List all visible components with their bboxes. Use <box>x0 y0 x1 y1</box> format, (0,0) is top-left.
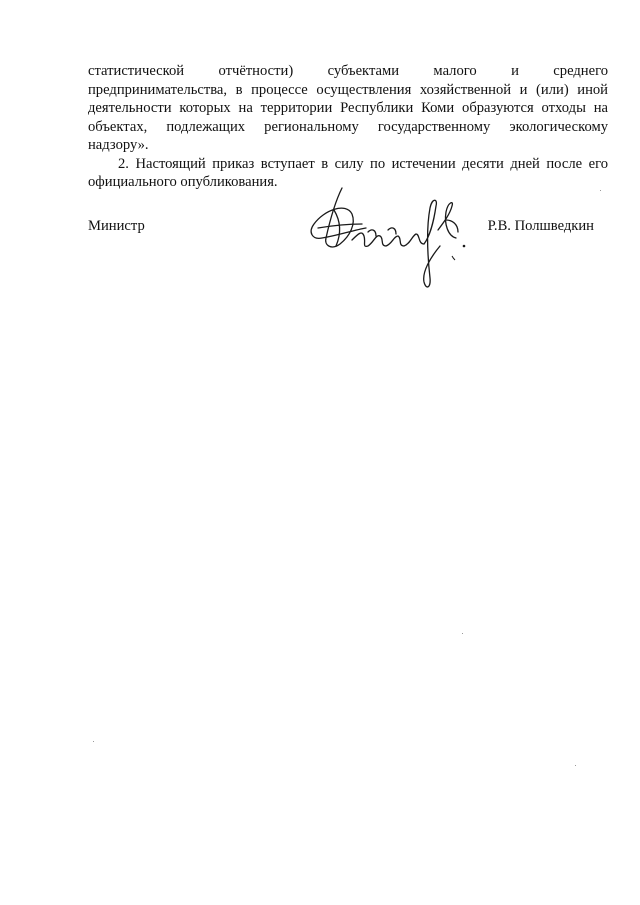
paragraph-1 <box>88 62 608 155</box>
document-body <box>88 62 608 192</box>
scan-speck <box>93 741 94 742</box>
text-line: деятельности которых на территории Республики Коми образуются отходы на <box>88 100 608 116</box>
text-line: статистической отчётности) субъектами малого и среднего <box>88 63 608 79</box>
signer-name: Р.В. Полшведкин <box>487 218 594 234</box>
handwritten-signature <box>306 180 486 295</box>
scan-speck <box>575 765 576 766</box>
signer-title: Министр <box>88 218 145 234</box>
text-line: 2. Настоящий приказ вступает в силу по истечении десяти дней после его <box>118 155 608 172</box>
text-line: официального опубликования. <box>88 174 278 190</box>
scan-speck <box>600 190 601 191</box>
scan-speck <box>462 633 463 634</box>
text-line: предпринимательства, в процессе осуществления хозяйственной и (или) иной <box>88 81 608 98</box>
text-line: объектах, подлежащих региональному государственному экологическому <box>88 118 608 135</box>
text-line: надзору». <box>88 137 149 153</box>
